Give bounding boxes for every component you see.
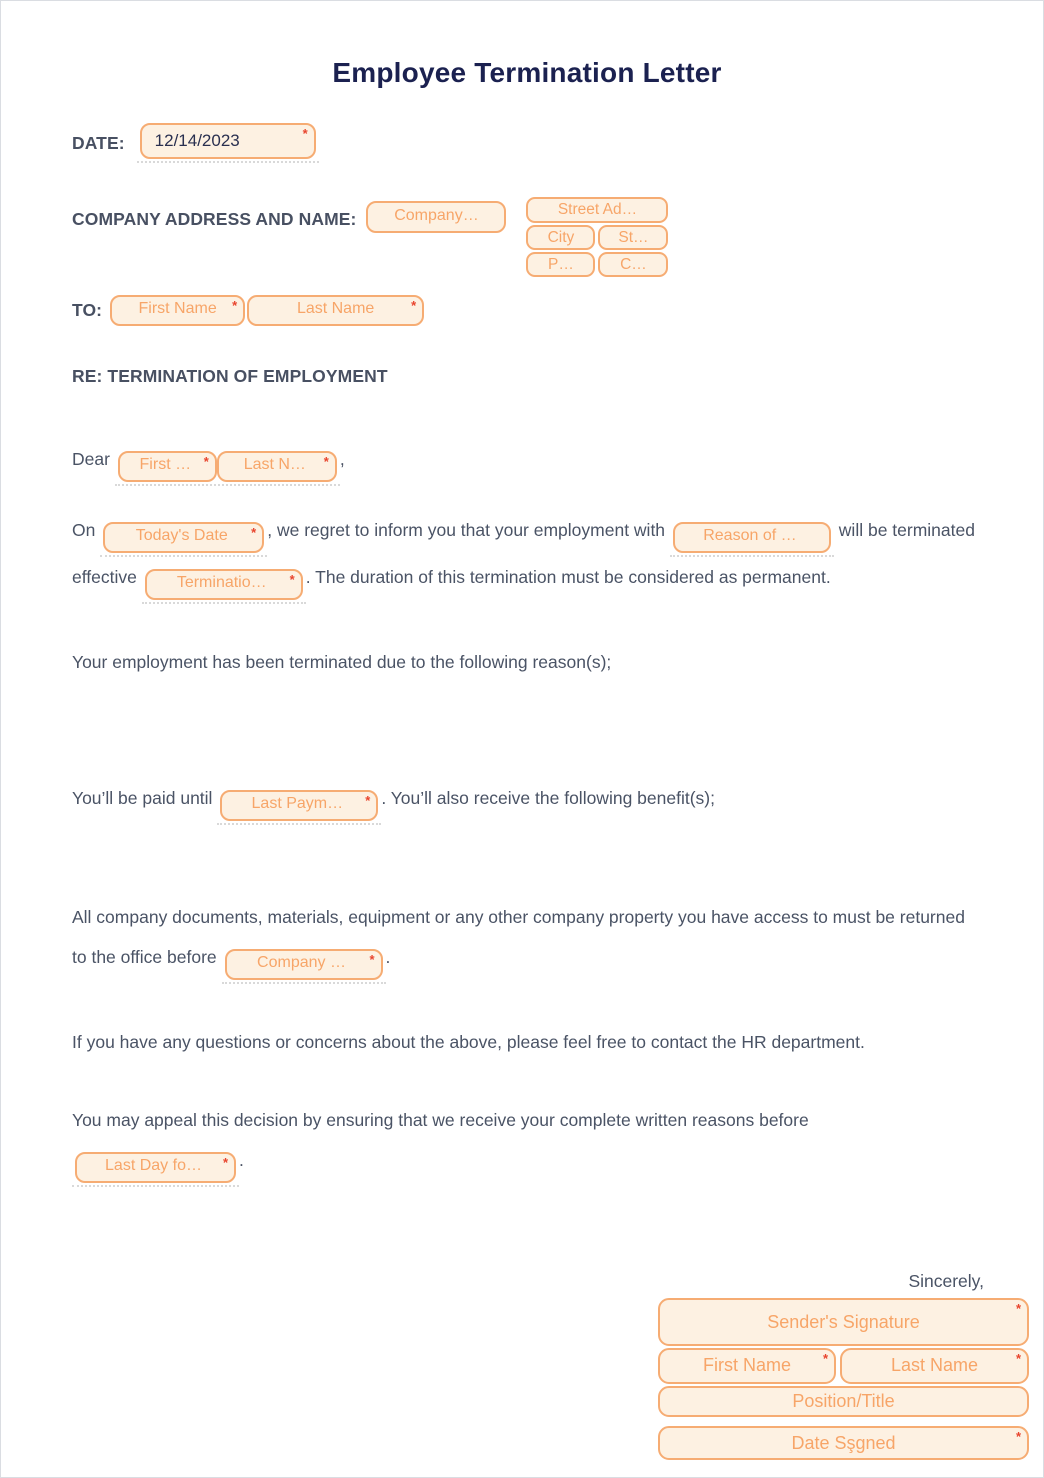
property-return-date-field[interactable]: Company … *: [225, 949, 383, 980]
required-asterisk: *: [1015, 1351, 1021, 1366]
date-label: DATE:: [72, 132, 125, 153]
required-asterisk: *: [411, 298, 417, 313]
city-field[interactable]: City: [526, 225, 595, 250]
last-payment-date-field[interactable]: Last Paym… *: [220, 790, 378, 821]
salutation-prefix: Dear: [72, 449, 110, 469]
salutation-last-name-field[interactable]: Last N… *: [217, 451, 337, 482]
required-asterisk: *: [822, 1351, 828, 1366]
date-row: [72, 123, 982, 163]
date-signed-field[interactable]: Date Sşgned *: [658, 1426, 1029, 1460]
required-asterisk: *: [289, 572, 295, 587]
company-name-field[interactable]: Company…: [366, 201, 506, 233]
termination-date-field[interactable]: Terminatio… *: [145, 569, 303, 600]
postal-code-field[interactable]: P…: [526, 252, 595, 277]
sender-name-row: [658, 1348, 1029, 1384]
required-asterisk: *: [203, 454, 209, 469]
salutation-comma: ,: [339, 449, 345, 469]
sender-first-name-field[interactable]: First Name *: [658, 1348, 836, 1384]
required-asterisk: *: [232, 298, 238, 313]
to-first-name-field[interactable]: First Name *: [110, 295, 245, 326]
sender-signature-field[interactable]: Sender's Signature *: [658, 1298, 1029, 1346]
date-field-underline: [137, 123, 319, 163]
salutation-first-name-field[interactable]: First … *: [118, 451, 217, 482]
paragraph-hr-contact: If you have any questions or concerns about the above, please feel free to contact the HR department.: [72, 1032, 865, 1052]
required-asterisk: *: [1015, 1429, 1021, 1444]
reason-of-termination-field[interactable]: Reason of …: [673, 522, 831, 553]
required-asterisk: *: [365, 793, 371, 808]
required-asterisk: *: [222, 1155, 228, 1170]
paragraph-termination-notice: On Today's Date * , we regret to inform you that your employment with Reason of … will be terminated effective Terminatio… * . The duration of this termination must be considered as permanent.: [72, 510, 980, 604]
position-title-field[interactable]: Position/Title: [658, 1386, 1029, 1417]
required-asterisk: *: [302, 126, 308, 141]
to-last-name-field[interactable]: Last Name *: [247, 295, 424, 326]
appeal-deadline-field[interactable]: Last Day fo… *: [75, 1152, 236, 1183]
required-asterisk: *: [1015, 1301, 1021, 1316]
closing-block: [658, 1271, 1029, 1460]
sender-last-name-field[interactable]: Last Name *: [840, 1348, 1029, 1384]
company-label: COMPANY ADDRESS AND NAME:: [72, 209, 357, 229]
sincerely-text: Sincerely,: [908, 1271, 984, 1291]
street-address-field[interactable]: Street Ad…: [526, 197, 668, 223]
to-label: TO:: [72, 300, 103, 320]
paragraph-payment: You’ll be paid until Last Paym… * . You’ll also receive the following benefit(s);: [72, 778, 980, 825]
required-asterisk: *: [323, 454, 329, 469]
salutation-line: [72, 439, 980, 486]
todays-date-field[interactable]: Today's Date *: [103, 522, 264, 553]
paragraph-property-return: All company documents, materials, equipment or any other company property you have access to must be returned to the office before Company … * .: [72, 897, 980, 984]
date-field-value: 12/14/2023: [154, 131, 240, 150]
required-asterisk: *: [369, 952, 375, 967]
required-asterisk: *: [251, 525, 257, 540]
page-title: Employee Termination Letter: [332, 57, 722, 88]
country-field[interactable]: C…: [598, 252, 668, 277]
paragraph-appeal: You may appeal this decision by ensuring that we receive your complete written reasons before Last Day fo… * .: [72, 1100, 980, 1187]
subject-line: RE: TERMINATION OF EMPLOYMENT: [72, 366, 388, 386]
date-field[interactable]: [140, 123, 316, 159]
paragraph-reasons: Your employment has been terminated due to the following reason(s);: [72, 652, 612, 672]
to-row: [72, 295, 982, 326]
state-field[interactable]: St…: [598, 225, 668, 250]
company-address-block: [526, 197, 668, 279]
company-row: [72, 197, 982, 279]
